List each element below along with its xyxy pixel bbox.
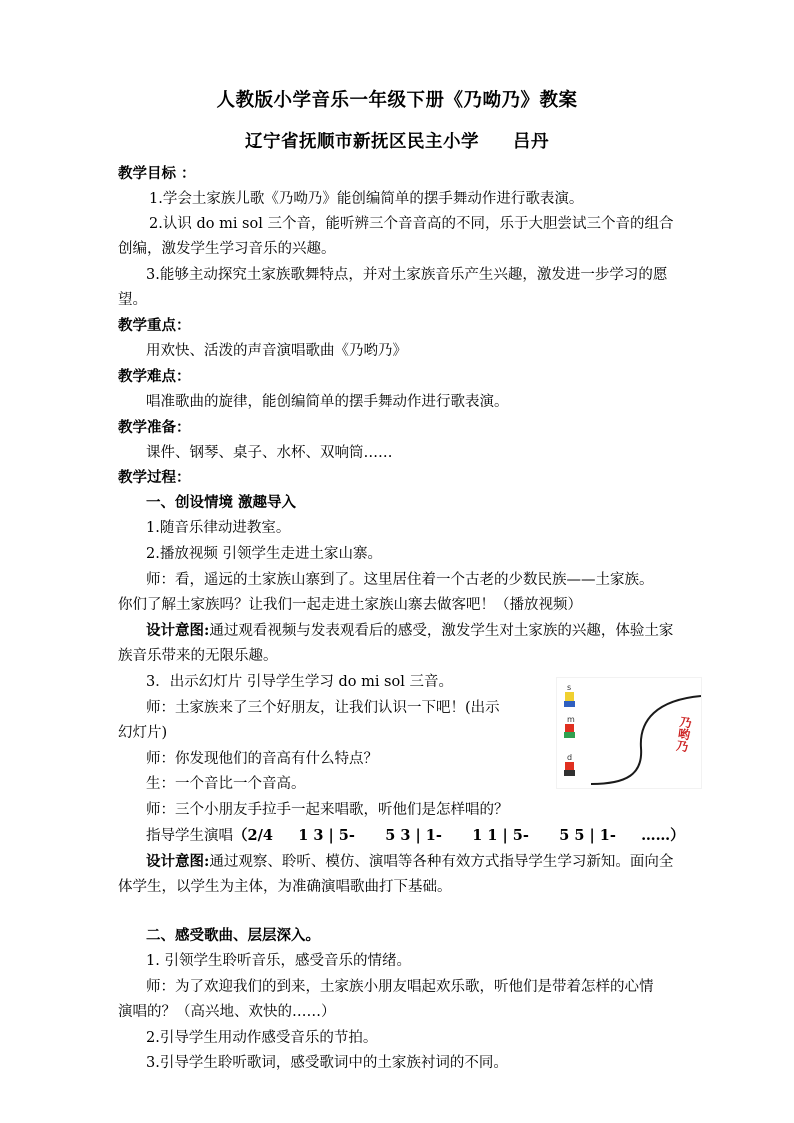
key-points-text: 用欢快、活泼的声音演唱歌曲《乃哟乃》 xyxy=(146,343,407,359)
difficulties-heading: 教学难点： xyxy=(118,368,191,385)
note-label-sol: s xyxy=(567,683,572,692)
section-2-teacher-1b: 演唱的？（高兴地、欢快的……） xyxy=(118,1004,336,1020)
preparation-heading: 教学准备： xyxy=(118,419,191,436)
design-intent-1b: 族音乐带来的无限乐趣。 xyxy=(118,648,278,664)
slide-vertical-title: 乃哟乃 xyxy=(674,715,693,753)
student-line: 生：一个音比一个音高。 xyxy=(146,776,306,792)
singing-guide-label: 指导学生演唱 xyxy=(146,828,233,844)
design-intent-1a xyxy=(146,621,746,641)
objective-1: 1.学会土家族儿歌《乃呦乃》能创编简单的摆手舞动作进行歌表演。 xyxy=(149,191,584,207)
section-1-step-1: 1.随音乐律动进教室。 xyxy=(146,520,291,536)
teacher-line-5: 师：三个小朋友手拉手一起来唱歌，听他们是怎样唱的？ xyxy=(146,802,509,818)
notation: （2/4 1 3 | 5- 5 3 | 1- 1 1 | 5- 5 5 | 1- ……） xyxy=(233,827,685,844)
teacher-line-2b: 幻灯片) xyxy=(118,725,168,741)
singing-guide xyxy=(146,826,746,846)
note-figure-mi xyxy=(564,715,575,738)
objective-2-line-1: 2.认识 do mi sol 三个音，能听辨三个音音高的不同，乐于大胆尝试三个音的组合 xyxy=(149,216,674,232)
key-points-heading: 教学重点： xyxy=(118,317,191,334)
teacher-line-1b: 你们了解土家族吗？让我们一起走进土家族山寨去做客吧！（播放视频） xyxy=(118,597,582,613)
objective-2-line-2: 创编，激发学生学习音乐的兴趣。 xyxy=(118,241,336,257)
preparation-text: 课件、钢琴、桌子、水杯、双响筒…… xyxy=(146,445,393,461)
author-school: 辽宁省抚顺市新抚区民主小学 xyxy=(245,132,479,152)
document-title: 人教版小学音乐一年级下册《乃呦乃》教案 xyxy=(216,90,578,111)
section-1-step-2: 2.播放视频 引领学生走进土家山寨。 xyxy=(146,546,382,562)
design-intent-text: 通过观察、聆听、模仿、演唱等各种有效方式指导学生学习新知。面向全 xyxy=(209,854,674,870)
teacher-line-1a: 师：看，遥远的土家族山寨到了。这里居住着一个古老的少数民族——土家族。 xyxy=(146,572,654,588)
teacher-line-2a: 师：土家族来了三个好朋友，让我们认识一下吧！(出示 xyxy=(146,700,500,716)
design-intent-2b: 体学生，以学生为主体，为准确演唱歌曲打下基础。 xyxy=(118,879,452,895)
note-figure-sol xyxy=(564,683,575,707)
section-2-heading: 二、感受歌曲、层层深入。 xyxy=(146,927,320,944)
objectives-heading: 教学目标 ： xyxy=(118,165,196,182)
author-name: 吕丹 xyxy=(513,132,549,152)
design-intent-label: 设计意图: xyxy=(146,853,210,870)
design-intent-label: 设计意图: xyxy=(146,622,210,639)
author-line xyxy=(0,128,794,153)
section-2-teacher-1a: 师：为了欢迎我们的到来，土家族小朋友唱起欢乐歌，听他们是带着怎样的心情 xyxy=(146,979,654,995)
difficulties-text: 唱准歌曲的旋律，能创编简单的摆手舞动作进行歌表演。 xyxy=(146,394,509,410)
section-1-step-3: 3．出示幻灯片 引导学生学习 do mi sol 三音。 xyxy=(146,674,453,690)
section-2-step-2: 2.引导学生用动作感受音乐的节拍。 xyxy=(146,1030,378,1046)
slide-illustration xyxy=(557,678,701,788)
section-2-step-3: 3.引导学生聆听歌词，感受歌词中的土家族衬词的不同。 xyxy=(146,1055,508,1071)
note-label-mi: m xyxy=(567,715,575,724)
design-intent-2a xyxy=(146,852,746,872)
section-2-step-1: 1. 引领学生聆听音乐，感受音乐的情绪。 xyxy=(146,953,411,969)
section-1-heading: 一、创设情境 激趣导入 xyxy=(146,494,297,511)
design-intent-text: 通过观看视频与发表观看后的感受，激发学生对土家族的兴趣，体验土家 xyxy=(209,623,674,639)
process-heading: 教学过程： xyxy=(118,469,191,486)
objective-3-line-2: 望。 xyxy=(118,292,147,308)
objective-3-line-1: 3.能够主动探究土家族歌舞特点，并对土家族音乐产生兴趣，激发进一步学习的愿 xyxy=(146,267,668,283)
slide-image xyxy=(557,678,701,788)
teacher-line-3: 师：你发现他们的音高有什么特点？ xyxy=(146,751,378,767)
note-label-do: d xyxy=(567,753,573,762)
note-figure-do xyxy=(564,753,575,776)
